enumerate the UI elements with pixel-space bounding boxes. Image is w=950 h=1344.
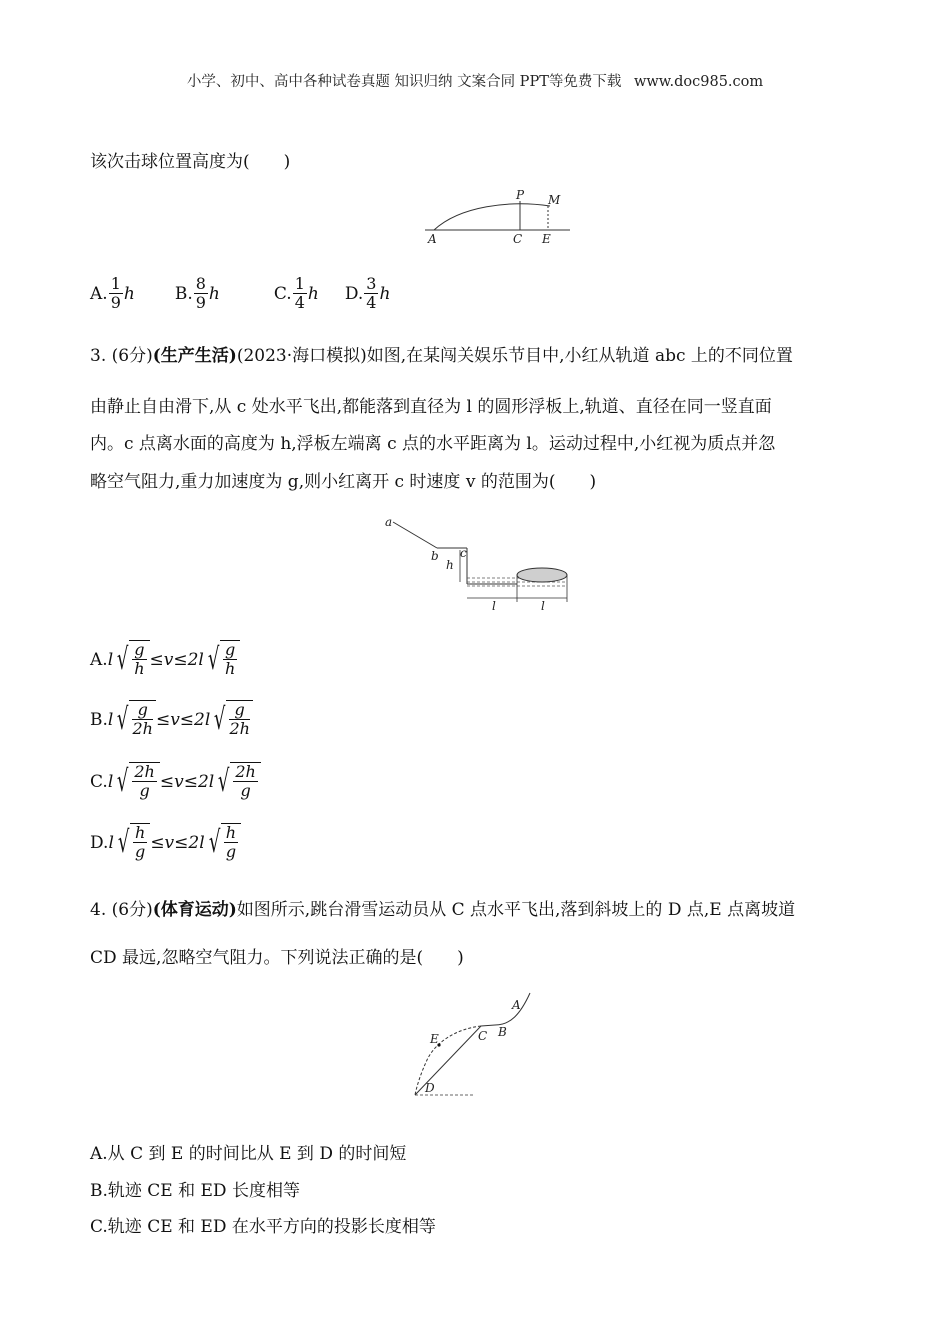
q2-label-a: A (428, 232, 437, 246)
q4-stem-line1 (90, 902, 795, 919)
q4-label-a: A (512, 998, 521, 1012)
q3-stem-line4: 略空气阻力,重力加速度为 g,则小红离开 c 时速度 v 的范围为( ) (90, 472, 597, 492)
q3-track-ab (393, 522, 437, 548)
q2-stem-tail: 该次击球位置高度为( ) (90, 152, 291, 172)
q4-ramp-ab (481, 993, 530, 1026)
q3-label-b: b (431, 549, 439, 563)
q4-label-d: D (425, 1081, 435, 1095)
q3-label-l2: l (541, 599, 545, 612)
q3-option-a[interactable]: A. l √ $\frac{g}{h}$ ≤v≤ 2l √ $\frac{g}{h}$ (90, 640, 240, 680)
q3-number: 3. (6分) (90, 346, 153, 366)
q2-option-c[interactable]: C. $\frac{1}{4}$ h (273, 274, 319, 312)
q3-stem-line2: 由静止自由滑下,从 c 处水平飞出,都能落到直径为 l 的圆形浮板上,轨道、直径在同一竖直面 (90, 397, 772, 417)
q2-label-p: P (516, 188, 525, 202)
q2-option-d[interactable]: D. $\frac{3}{4}$ h (344, 274, 391, 312)
header-site-text: 小学、初中、高中各种试卷真题 知识归纳 文案合同 PPT等免费下载 (186, 74, 622, 90)
q3-label-c: c (460, 546, 467, 560)
q3-label-a: a (385, 515, 393, 529)
q3-option-b[interactable]: B. l √ $\frac{g}{2h}$ ≤v≤ 2l √ $\frac{g}{2h}$ (90, 700, 253, 740)
q2-label-e: E (542, 232, 551, 246)
q2-label-c: C (513, 232, 523, 246)
q4-option-b[interactable]: B.轨迹 CE 和 ED 长度相等 (90, 1181, 300, 1201)
q3-figure (375, 512, 575, 612)
q4-option-a[interactable]: A.从 C 到 E 的时间比从 E 到 D 的时间短 (90, 1144, 407, 1164)
q4-label-e: E (430, 1032, 439, 1046)
q3-label-l1: l (492, 599, 496, 612)
q4-stem-line2: CD 最远,忽略空气阻力。下列说法正确的是( ) (90, 948, 464, 968)
q3-stem-line3: 内。c 点离水面的高度为 h,浮板左端离 c 点的水平距离为 l。运动过程中,小红视为质点并忽 (90, 434, 776, 454)
q4-number: 4. (6分) (90, 900, 153, 920)
q4-tag: (体育运动) (152, 900, 237, 920)
q4-label-c: C (478, 1029, 488, 1043)
header-url: www.doc985.com (633, 74, 764, 90)
q2-option-b[interactable]: B. $\frac{8}{9}$ h (174, 274, 220, 312)
q4-label-b: B (498, 1025, 507, 1039)
q4-figure (405, 985, 545, 1100)
q3-label-h: h (446, 558, 454, 572)
q3-option-c[interactable]: C. l √ $\frac{2h}{g}$ ≤v≤ 2l √ $\frac{2h}{g}$ (90, 762, 261, 802)
q2-figure (420, 188, 580, 250)
q3-float-board (517, 568, 567, 582)
q2-option-a[interactable]: A. $\frac{1}{9}$ h (90, 274, 135, 312)
q2-label-m: M (548, 193, 561, 207)
q3-line1: 如图,在某闯关娱乐节目中,小红从轨道 abc 上的不同位置 (366, 346, 793, 366)
q4-line1: 如图所示,跳台滑雪运动员从 C 点水平飞出,落到斜坡上的 D 点,E 点离坡道 (236, 900, 796, 920)
q2-trajectory (434, 204, 550, 230)
q3-option-d[interactable]: D. l √ $\frac{h}{g}$ ≤v≤ 2l √ $\frac{h}{g}$ (90, 823, 241, 863)
page-header (0, 70, 950, 91)
q3-tag: (生产生活) (152, 346, 237, 366)
q4-option-c[interactable]: C.轨迹 CE 和 ED 在水平方向的投影长度相等 (90, 1217, 436, 1237)
q3-stem-line1 (90, 348, 793, 365)
q2-options (90, 275, 390, 312)
q3-source: (2023·海口模拟) (236, 346, 367, 366)
